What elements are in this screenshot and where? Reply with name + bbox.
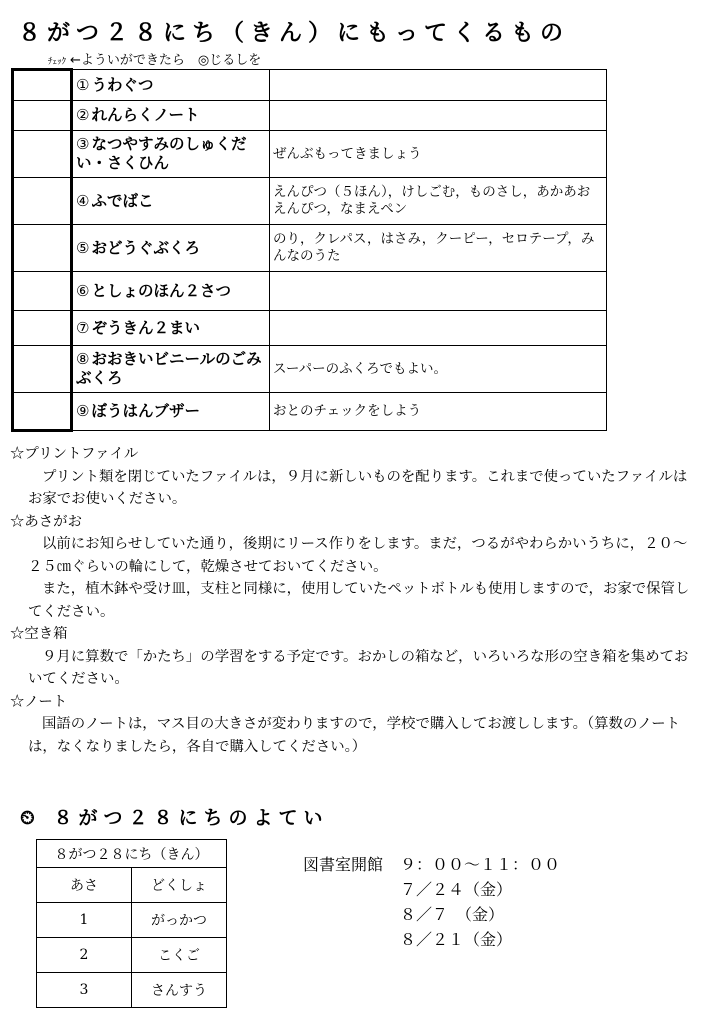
table-row [37, 903, 227, 938]
item-number: ⑦ [76, 318, 90, 337]
section-heading: ☆プリントファイル [10, 446, 139, 462]
check-box[interactable] [13, 225, 72, 272]
library-date: ８／２１（金） [400, 930, 513, 949]
item-note [270, 272, 607, 311]
table-row [13, 346, 607, 393]
item-name: れんらくノート [91, 106, 200, 124]
library-date: ７／２４（金） [400, 880, 513, 899]
check-instruction-text: ←よういができたら ◎じるしを [70, 53, 262, 68]
section-paragraph: 国語のノートは，マス目の大きさが変わりますので，学校で購入してお渡しします。（算数のノートは，なくなりましたら，各自で購入してください。） [28, 716, 681, 755]
item-note: のり，クレパス，はさみ，クーピー，セロテープ，みんなのうた [270, 225, 607, 272]
item-number: ⑨ [76, 402, 90, 420]
table-row [13, 311, 607, 346]
table-row [37, 840, 227, 868]
check-box[interactable] [13, 131, 72, 178]
period-cell: 2 [37, 938, 132, 973]
item-note: ぜんぶもってきましょう [270, 131, 607, 178]
item-number: ③ [76, 135, 90, 153]
schedule-header: ８がつ２８にち（きん） [37, 840, 227, 868]
clock-icon: ⏲ [20, 807, 41, 829]
table-row [13, 131, 607, 178]
check-box[interactable] [13, 178, 72, 225]
period-cell: 1 [37, 903, 132, 938]
item-note: えんぴつ（５ほん），けしごむ，ものさし，あかあおえんぴつ，なまえペン [270, 178, 607, 225]
section-paragraph: ９月に算数で「かたち」の学習をする予定です。おかしの箱など，いろいろな形の空き箱を集めておいてください。 [28, 648, 689, 687]
item-name: おおきいビニールのごみぶくろ [76, 350, 262, 387]
check-instruction [48, 49, 261, 68]
check-box[interactable] [13, 101, 72, 131]
library-hours [303, 852, 560, 952]
table-row [13, 70, 607, 101]
item-number: ⑧ [76, 350, 90, 368]
check-box[interactable] [13, 272, 72, 311]
period-cell: あさ [37, 868, 132, 903]
check-box[interactable] [13, 70, 72, 101]
schedule-title-text: ８がつ２８にちのよてい [53, 807, 329, 829]
item-number: ② [76, 106, 90, 124]
schedule-title [20, 803, 328, 830]
item-name: なつやすみのしゅくだい・さくひん [76, 135, 247, 172]
table-row [13, 178, 607, 225]
table-row [13, 101, 607, 131]
check-label: ﾁｪｯｸ [48, 57, 67, 67]
table-row [37, 868, 227, 903]
item-number: ① [76, 75, 90, 94]
item-note: スーパーのふくろでもよい。 [270, 346, 607, 393]
section-heading: ☆あさがお [10, 513, 82, 530]
table-row [13, 393, 607, 431]
subject-cell: こくご [132, 938, 227, 973]
item-number: ⑤ [76, 238, 90, 257]
page-title: ８がつ２８にち（きん）にもってくるもの [18, 20, 569, 46]
subject-cell: がっかつ [132, 903, 227, 938]
item-name: ぞうきん２まい [91, 318, 200, 337]
library-label: 図書室開館 [303, 855, 384, 874]
item-name: ぼうはんブザー [91, 402, 200, 420]
section-paragraph: 以前にお知らせしていた通り，後期にリース作りをします。まだ，つるがやわらかいうちに，２０～２５㎝ぐらいの輪にして，乾燥させておいてください。 [28, 536, 688, 575]
item-name: としょのほん２さつ [91, 281, 231, 300]
section-paragraph: プリント類を閉じていたファイルは，９月に新しいものを配ります。これまで使っていたファイルはお家でお使いください。 [28, 468, 688, 507]
item-note [270, 101, 607, 131]
subject-cell: さんすう [132, 973, 227, 1008]
subject-cell: どくしょ [132, 868, 227, 903]
belongings-table [11, 68, 607, 432]
table-row [37, 973, 227, 1008]
notices [10, 443, 700, 758]
item-number: ⑥ [76, 281, 90, 300]
table-row [13, 225, 607, 272]
item-note: おとのチェックをしよう [270, 393, 607, 431]
table-row [37, 938, 227, 973]
item-name: ふでばこ [91, 191, 154, 210]
section-heading: ☆ノート [10, 693, 68, 710]
library-time: ９：００～１１：００ [400, 855, 561, 874]
item-number: ④ [76, 191, 90, 210]
library-date: ８／７ （金） [400, 905, 505, 924]
section-paragraph: また，植木鉢や受け皿，支柱と同様に，使用していたペットボトルも使用しますので，お家で保管してください。 [28, 581, 690, 620]
item-note [270, 311, 607, 346]
item-note [270, 70, 607, 101]
schedule-table [36, 839, 227, 1008]
item-name: うわぐつ [91, 75, 154, 94]
item-name: おどうぐぶくろ [91, 238, 200, 257]
table-row [13, 272, 607, 311]
section-heading: ☆空き箱 [10, 626, 68, 642]
check-box[interactable] [13, 393, 72, 431]
check-box[interactable] [13, 346, 72, 393]
period-cell: 3 [37, 973, 132, 1008]
check-box[interactable] [13, 311, 72, 346]
